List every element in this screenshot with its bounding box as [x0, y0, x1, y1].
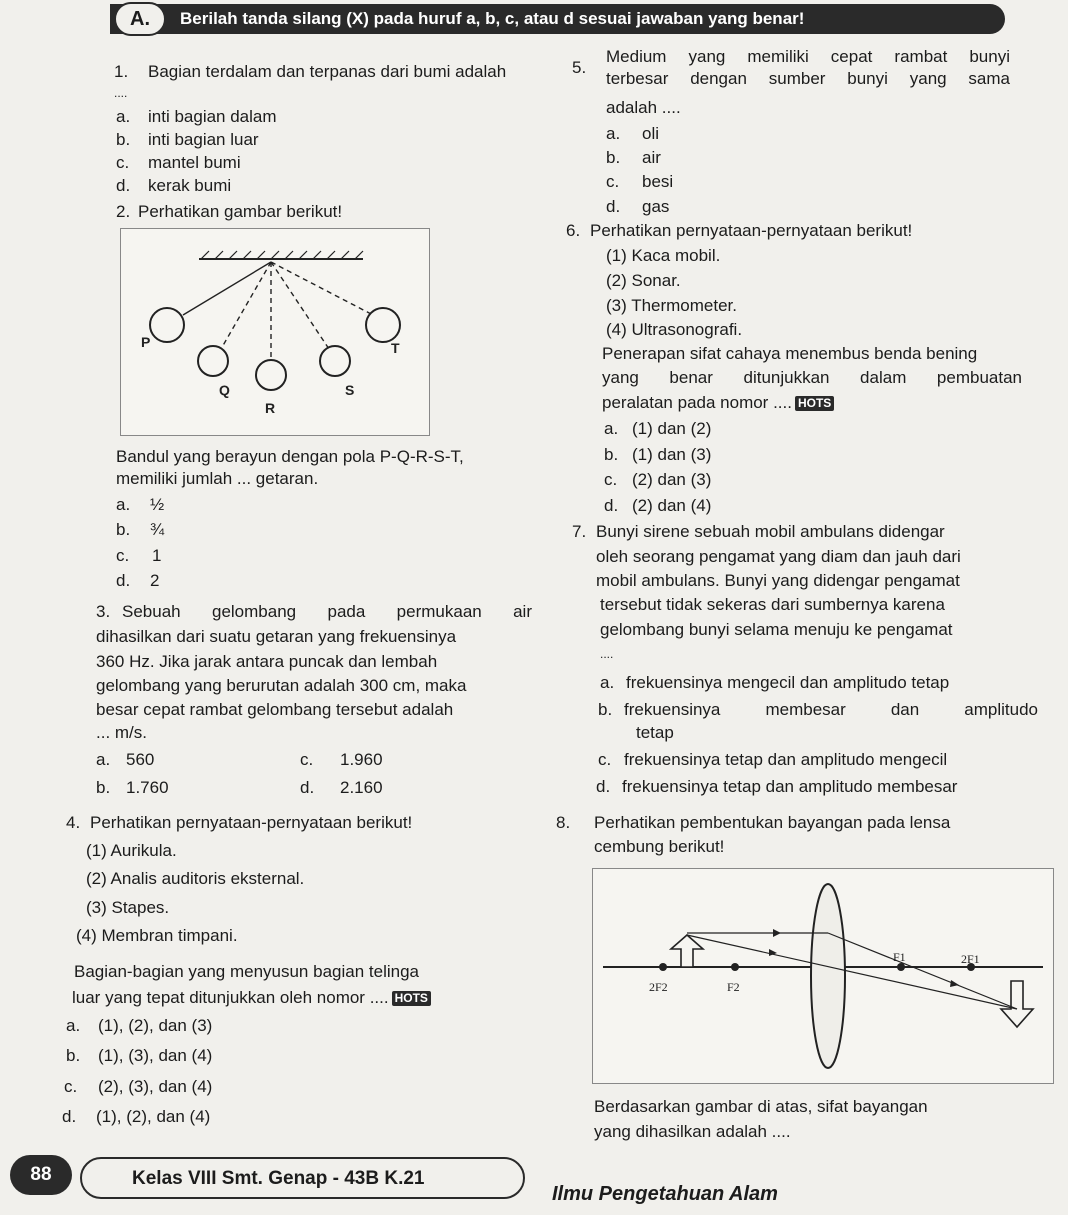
- option-b[interactable]: ¾: [150, 520, 165, 539]
- option-letter[interactable]: c.: [64, 1077, 78, 1096]
- option-a[interactable]: (1), (2), dan (3): [98, 1016, 213, 1035]
- bob-p: [150, 308, 184, 342]
- label-t: T: [391, 340, 400, 356]
- option-a[interactable]: 560: [126, 750, 155, 769]
- string-s: [271, 262, 329, 349]
- option-letter[interactable]: b.: [116, 520, 131, 539]
- question-number: 7.: [572, 522, 587, 541]
- lens-figure: [592, 868, 1054, 1084]
- hots-badge: HOTS: [795, 396, 834, 411]
- string-q: [221, 262, 271, 349]
- option-c[interactable]: (2), (3), dan (4): [98, 1077, 213, 1096]
- question-body: adalah ....: [606, 98, 681, 117]
- option-d[interactable]: kerak bumi: [148, 176, 232, 195]
- question-body: besar cepat rambat gelombang tersebut adalah: [96, 700, 454, 719]
- option-b[interactable]: air: [642, 148, 661, 167]
- option-c[interactable]: 1.960: [340, 750, 383, 769]
- option-letter[interactable]: c.: [606, 172, 620, 191]
- label-2f1: 2F1: [961, 952, 980, 966]
- question-body: Medium yang memiliki cepat rambat bunyi: [606, 47, 1010, 66]
- option-b[interactable]: (1), (3), dan (4): [98, 1046, 213, 1065]
- statement-3: (3) Stapes.: [86, 898, 170, 917]
- option-letter[interactable]: c.: [116, 546, 130, 565]
- question-body: Bagian-bagian yang menyusun bagian telinga: [74, 962, 419, 981]
- option-letter[interactable]: b.: [116, 130, 131, 149]
- convex-lens-diagram: [593, 869, 1053, 1083]
- option-letter[interactable]: c.: [598, 750, 612, 769]
- option-d[interactable]: 2: [150, 571, 160, 590]
- option-b[interactable]: 1.760: [126, 778, 169, 797]
- footer-class-info: Kelas VIII Smt. Genap - 43B K.21: [132, 1168, 425, 1189]
- option-c[interactable]: (2) dan (3): [632, 470, 712, 489]
- label-q: Q: [219, 382, 230, 398]
- option-letter[interactable]: a.: [604, 419, 619, 438]
- label-p: P: [141, 334, 151, 350]
- option-c[interactable]: mantel bumi: [148, 153, 241, 172]
- question-number: 2.: [116, 202, 131, 221]
- option-letter[interactable]: b.: [598, 700, 613, 719]
- question-number: 6.: [566, 221, 581, 240]
- ceiling-hatch: [201, 251, 363, 259]
- option-letter[interactable]: b.: [604, 445, 619, 464]
- string-p: [183, 262, 271, 315]
- option-a[interactable]: frekuensinya mengecil dan amplitudo tetap: [626, 673, 950, 692]
- question-body: tersebut tidak sekeras dari sumbernya karena: [600, 595, 945, 614]
- option-letter[interactable]: d.: [606, 197, 621, 216]
- question-body: ....: [600, 647, 614, 661]
- statement-2: (2) Sonar.: [606, 271, 681, 290]
- footer-subject: Ilmu Pengetahuan Alam: [552, 1183, 778, 1205]
- question-number: 5.: [572, 58, 587, 77]
- option-letter[interactable]: b.: [96, 778, 111, 797]
- option-letter[interactable]: a.: [116, 495, 131, 514]
- question-body: oleh seorang pengamat yang diam dan jauh dari: [596, 547, 961, 566]
- option-b[interactable]: frekuensinya membesar dan amplitudo: [624, 700, 1038, 719]
- question-stem-cont: ....: [114, 86, 128, 100]
- question-stem: Perhatikan gambar berikut!: [138, 202, 343, 221]
- option-d[interactable]: (1), (2), dan (4): [96, 1107, 211, 1126]
- section-badge: A.: [114, 2, 166, 36]
- point-f2: [731, 963, 739, 971]
- bob-s: [320, 346, 350, 376]
- pendulum-diagram: [121, 229, 429, 435]
- option-d[interactable]: frekuensinya tetap dan amplitudo membesar: [622, 777, 958, 796]
- question-body: Sebuah gelombang pada permukaan air: [122, 602, 532, 621]
- option-letter[interactable]: a.: [66, 1016, 81, 1035]
- option-letter[interactable]: a.: [606, 124, 621, 143]
- statement-1: (1) Aurikula.: [86, 841, 177, 860]
- question-number: 3.: [96, 602, 111, 621]
- label-s: S: [345, 382, 355, 398]
- page-number: 88: [10, 1155, 72, 1195]
- question-body: ... m/s.: [96, 723, 147, 742]
- pendulum-figure: [120, 228, 430, 436]
- label-f1: F1: [893, 950, 906, 964]
- point-2f2: [659, 963, 667, 971]
- instruction-text: Berilah tanda silang (X) pada huruf a, b, c, atau d sesuai jawaban yang benar!: [180, 9, 805, 28]
- option-d[interactable]: 2.160: [340, 778, 383, 797]
- question-body: Berdasarkan gambar di atas, sifat bayangan: [594, 1097, 928, 1116]
- label-r: R: [265, 400, 276, 416]
- question-body: Penerapan sifat cahaya menembus benda bening: [602, 344, 978, 363]
- option-letter[interactable]: d.: [604, 496, 619, 515]
- statement-1: (1) Kaca mobil.: [606, 246, 721, 265]
- option-letter[interactable]: c.: [300, 750, 314, 769]
- question-body: cembung berikut!: [594, 837, 725, 856]
- string-t: [271, 262, 373, 315]
- option-c[interactable]: frekuensinya tetap dan amplitudo mengecil: [624, 750, 948, 769]
- option-d[interactable]: gas: [642, 197, 670, 216]
- option-a[interactable]: ½: [150, 495, 165, 514]
- option-d[interactable]: (2) dan (4): [632, 496, 712, 515]
- question-body: terbesar dengan sumber bunyi yang sama: [606, 69, 1010, 88]
- question-number: 1.: [114, 62, 129, 81]
- option-c[interactable]: 1: [152, 546, 162, 565]
- question-body: luar yang tepat ditunjukkan oleh nomor .... HOTS: [72, 987, 431, 1009]
- question-body: yang dihasilkan adalah ....: [594, 1122, 791, 1141]
- question-body: dihasilkan dari suatu getaran yang frekuensinya: [96, 627, 457, 646]
- option-letter[interactable]: d.: [300, 778, 315, 797]
- question-body: Bandul yang berayun dengan pola P-Q-R-S-T,: [116, 447, 464, 466]
- question-body: Bunyi sirene sebuah mobil ambulans didengar: [596, 522, 945, 541]
- convex-lens: [811, 884, 845, 1068]
- option-a[interactable]: oli: [642, 124, 660, 143]
- option-letter[interactable]: a.: [116, 107, 131, 126]
- option-c[interactable]: besi: [642, 172, 674, 191]
- point-f1: [897, 963, 905, 971]
- question-stem: Perhatikan pernyataan-pernyataan berikut!: [90, 813, 413, 832]
- question-body: peralatan pada nomor .... HOTS: [602, 392, 834, 414]
- statement-3: (3) Thermometer.: [606, 296, 738, 315]
- light-rays: [687, 933, 1017, 1009]
- question-stem: Perhatikan pernyataan-pernyataan berikut!: [590, 221, 913, 240]
- hots-badge: HOTS: [392, 991, 431, 1006]
- bob-r: [256, 360, 286, 390]
- question-number: 8.: [556, 813, 571, 832]
- option-letter[interactable]: a.: [96, 750, 111, 769]
- question-stem: Bagian terdalam dan terpanas dari bumi adalah: [148, 62, 507, 81]
- question-body: gelombang yang berurutan adalah 300 cm, maka: [96, 676, 467, 695]
- option-letter[interactable]: a.: [600, 673, 615, 692]
- option-letter[interactable]: c.: [604, 470, 618, 489]
- label-2f2: 2F2: [649, 980, 668, 994]
- question-body: 360 Hz. Jika jarak antara puncak dan lembah: [96, 652, 438, 671]
- statement-2: (2) Analis auditoris eksternal.: [86, 869, 305, 888]
- ray-arrowheads: [769, 929, 959, 987]
- option-letter[interactable]: d.: [116, 176, 131, 195]
- question-number: 4.: [66, 813, 81, 832]
- option-letter[interactable]: b.: [606, 148, 621, 167]
- question-body: mobil ambulans. Bunyi yang didengar pengamat: [596, 571, 960, 590]
- statement-4: (4) Membran timpani.: [76, 926, 238, 945]
- option-letter[interactable]: d.: [116, 571, 131, 590]
- option-letter[interactable]: c.: [116, 153, 130, 172]
- question-body: memiliki jumlah ... getaran.: [116, 469, 319, 488]
- question-body: Perhatikan pembentukan bayangan pada lensa: [594, 813, 951, 832]
- option-b-cont[interactable]: tetap: [636, 723, 674, 742]
- option-letter[interactable]: b.: [66, 1046, 81, 1065]
- question-body: gelombang bunyi selama menuju ke pengamat: [600, 620, 953, 639]
- object-arrow: [671, 935, 703, 967]
- label-f2: F2: [727, 980, 740, 994]
- question-body: yang benar ditunjukkan dalam pembuatan: [602, 368, 1022, 387]
- option-letter[interactable]: d.: [62, 1107, 77, 1126]
- bob-t: [366, 308, 400, 342]
- option-a[interactable]: (1) dan (2): [632, 419, 712, 438]
- option-letter[interactable]: d.: [596, 777, 611, 796]
- option-b[interactable]: inti bagian luar: [148, 130, 259, 149]
- statement-4: (4) Ultrasonografi.: [606, 320, 743, 339]
- bob-q: [198, 346, 228, 376]
- option-a[interactable]: inti bagian dalam: [148, 107, 277, 126]
- option-b[interactable]: (1) dan (3): [632, 445, 712, 464]
